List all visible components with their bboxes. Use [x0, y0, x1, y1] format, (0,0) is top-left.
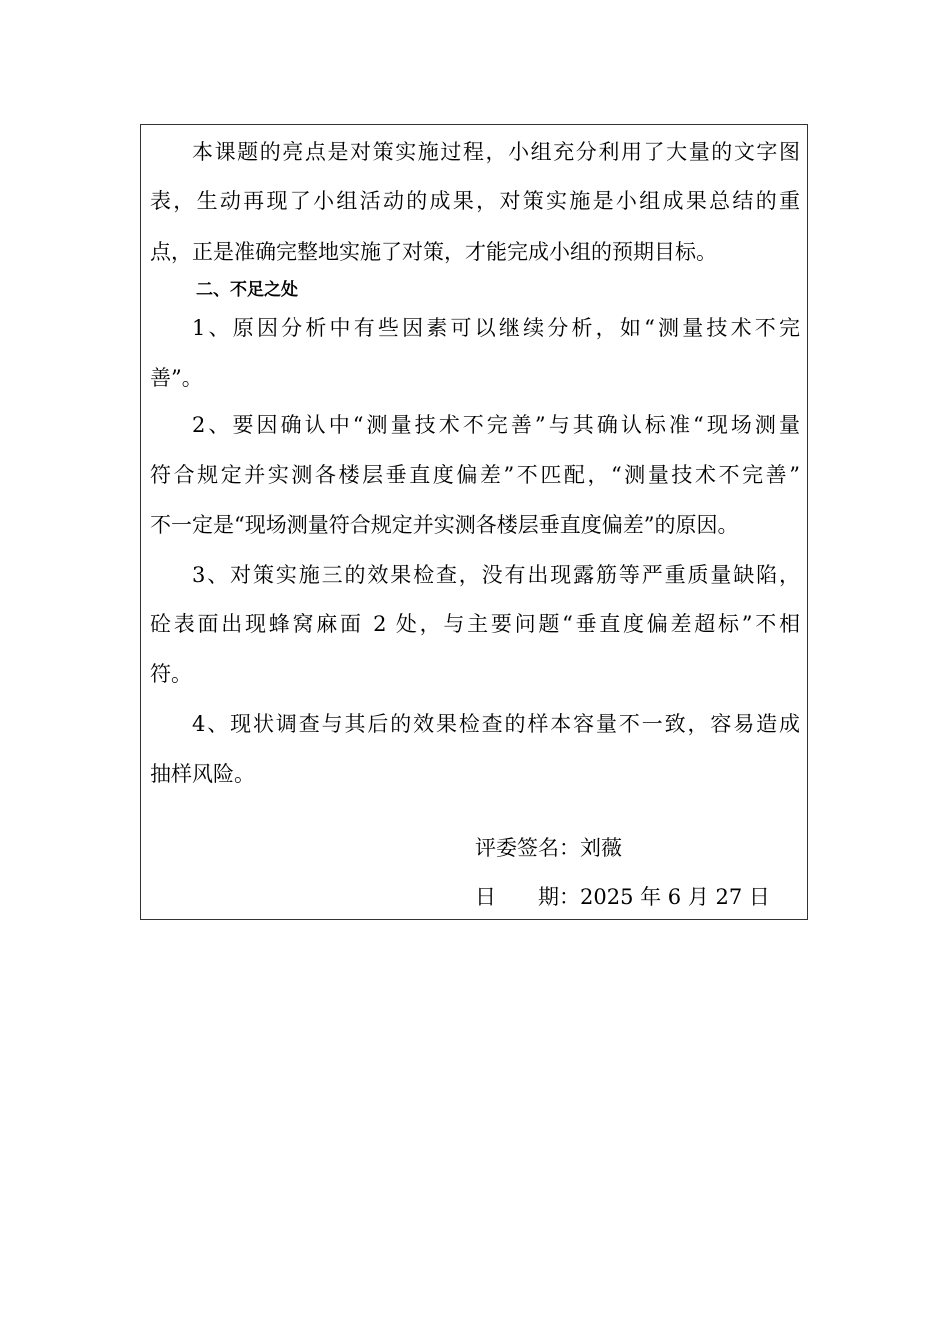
item4-line-2: 抽样风险。	[150, 762, 255, 786]
item3-line-3: 符。	[150, 662, 192, 686]
item1-line-2: 善”。	[150, 366, 203, 390]
reviewer-signature: 评委签名：刘薇	[475, 836, 622, 860]
item2-line-2: 符合规定并实测各楼层垂直度偏差”不匹配，“测量技术不完善”	[150, 463, 800, 487]
item3-line-2: 砼表面出现蜂窝麻面 2 处，与主要问题“垂直度偏差超标”不相	[150, 612, 800, 636]
shortcomings-heading: 二、不足之处	[196, 280, 298, 300]
highlights-line-1: 本课题的亮点是对策实施过程，小组充分利用了大量的文字图	[192, 140, 800, 164]
highlights-line-3: 点，正是准确完整地实施了对策，才能完成小组的预期目标。	[150, 240, 717, 264]
item3-line-1: 3、对策实施三的效果检查，没有出现露筋等严重质量缺陷，	[192, 563, 800, 587]
review-date: 日 期：2025 年 6 月 27 日	[475, 885, 770, 909]
highlights-line-2: 表，生动再现了小组活动的成果，对策实施是小组成果总结的重	[150, 189, 800, 213]
item4-line-1: 4、现状调查与其后的效果检查的样本容量不一致，容易造成	[192, 712, 800, 736]
item1-line-1: 1、原因分析中有些因素可以继续分析，如“测量技术不完	[192, 316, 800, 340]
item2-line-1: 2、要因确认中“测量技术不完善”与其确认标准“现场测量	[192, 413, 800, 437]
item2-line-3: 不一定是“现场测量符合规定并实测各楼层垂直度偏差”的原因。	[150, 513, 739, 537]
